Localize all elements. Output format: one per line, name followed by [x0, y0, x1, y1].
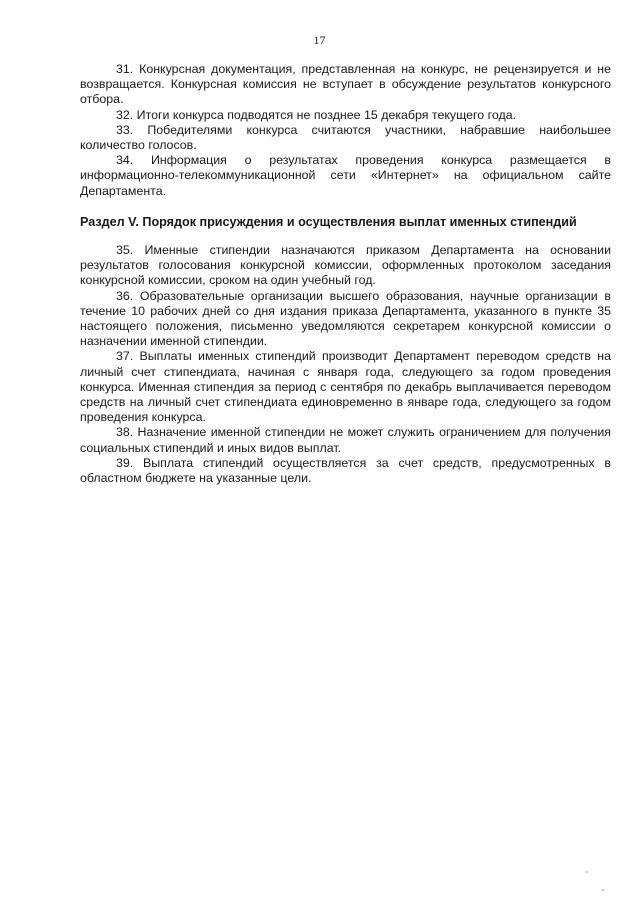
- scan-speck: [586, 871, 588, 873]
- paragraph-39: 39. Выплата стипендий осуществляется за счет средств, предусмотренных в областном бюджете на указанные цели.: [80, 455, 611, 486]
- paragraph-31: 31. Конкурсная документация, представленная на конкурс, не рецензируется и не возвращается. Конкурсная комиссия не вступает в обсуждение результатов конкурсного отбора.: [80, 62, 611, 107]
- document-body: [80, 62, 611, 486]
- paragraph-36: 36. Образовательные организации высшего образования, научные организации в течение 10 рабочих дней со дня издания приказа Департамента, указанного в пункте 35 настоящего положения, письменно уведомляются секретарем конкурсной комиссии о назначении именной стипендии.: [80, 288, 611, 349]
- page-number: 17: [313, 33, 326, 47]
- paragraph-38: 38. Назначение именной стипендии не может служить ограничением для получения социальных стипендий и иных видов выплат.: [80, 425, 611, 455]
- paragraph-33: 33. Победителями конкурса считаются участники, набравшие наибольшее количество голосов.: [80, 122, 611, 153]
- paragraph-34: 34. Информация о результатах проведения конкурса размещается в информационно-телекоммуникационной сети «Интернет» на официальном сайте Департамента.: [80, 153, 611, 198]
- section-heading: Раздел V. Порядок присуждения и осуществления выплат именных стипендий: [80, 214, 577, 229]
- paragraph-37: 37. Выплаты именных стипендий производит Департамент переводом средств на личный счет стипендиата, начиная с января года, следующего за годом проведения конкурса. Именная стипендия за период с сентября по декабрь выплачивается переводом средств на личный счет стипендиата единовременно в январе года, следующего за годом проведения конкурса.: [80, 349, 611, 425]
- paragraph-35: 35. Именные стипендии назначаются приказом Департамента на основании результатов голосования конкурсной комиссии, оформленных протоколом заседания конкурсной комиссии, сроком на один учебный год.: [80, 243, 611, 288]
- scan-speck: [602, 889, 604, 891]
- paragraph-32: 32. Итоги конкурса подводятся не позднее 15 декабря текущего года.: [116, 107, 517, 122]
